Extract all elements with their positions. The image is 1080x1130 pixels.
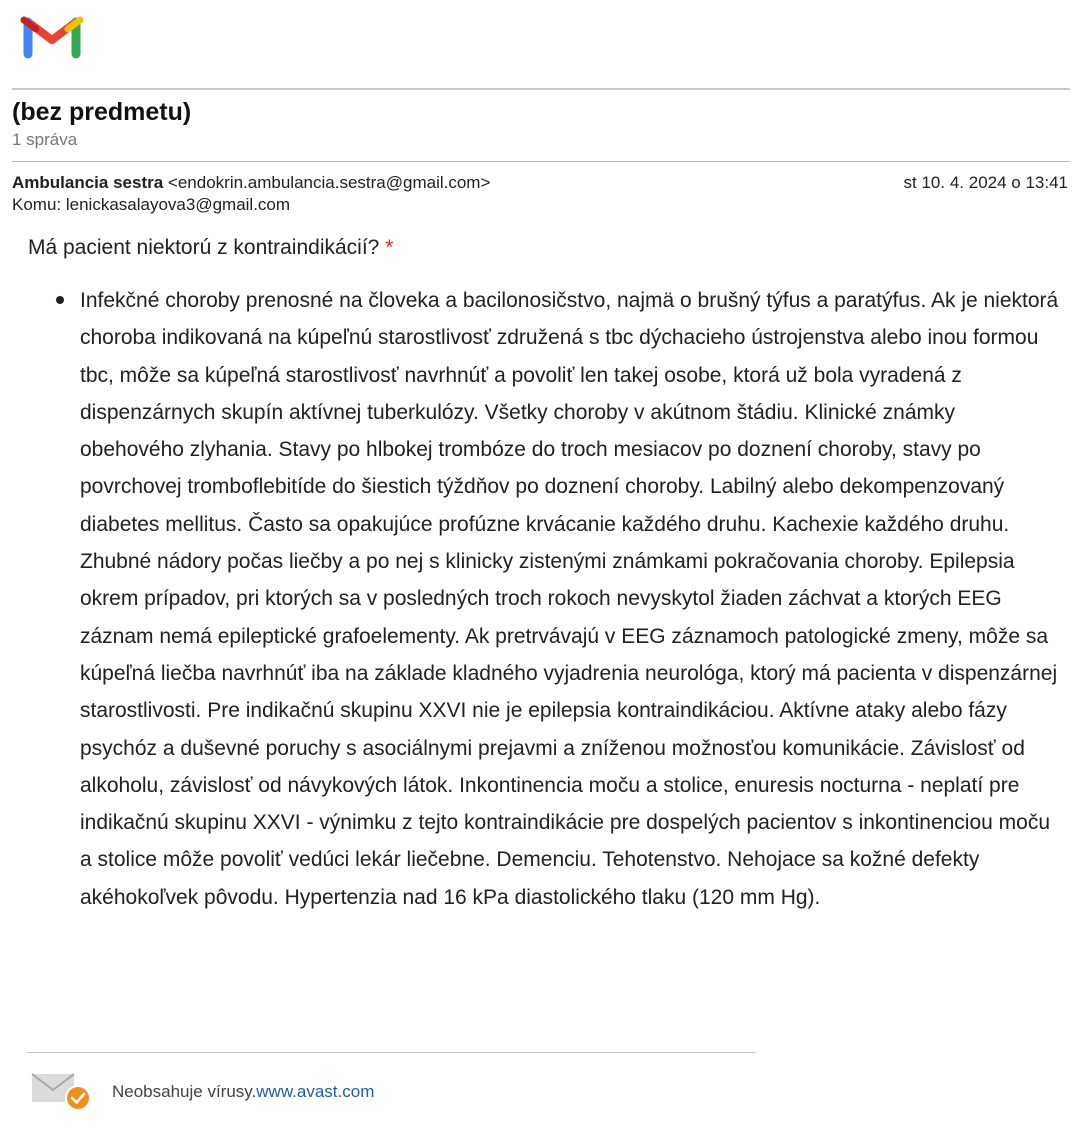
email-subject: (bez predmetu) [12,98,192,126]
message-count: 1 správa [12,130,78,149]
answer-list [80,282,1062,916]
gmail-logo-icon[interactable] [12,2,92,66]
question-text: Má pacient niektorú z kontraindikácií? [28,236,380,259]
form-question [28,236,393,260]
sender-info [12,173,490,193]
bullet-icon [56,296,64,304]
email-date: st 10. 4. 2024 o 13:41 [903,173,1068,192]
thread-divider [12,161,1070,162]
sender-email: <endokrin.ambulancia.sestra@gmail.com> [167,173,491,192]
header-divider [12,88,1070,90]
sender-name: Ambulancia sestra [12,173,164,192]
required-marker: * [385,236,394,259]
avast-mail-check-icon [30,1070,92,1114]
virus-free-notice [112,1082,374,1102]
avast-link[interactable]: www.avast.com [256,1082,375,1101]
recipient-line: Komu: lenickasalayova3@gmail.com [12,195,291,214]
virus-free-text: Neobsahuje vírusy. [112,1082,257,1101]
answer-text: Infekčné choroby prenosné na človeka a bacilonosičstvo, najmä o brušný týfus a paratýfus. Ak je niektorá choroba indikovaná na kúpeľnú starostlivosť združená s tbc dýchacieho ústrojenstva alebo inou formou tbc, môže sa kúpeľná starostlivosť navrhnúť a povoliť len takej osobe, ktorá už bola vyradená z dispenzárnych skupín aktívnej tuberkulózy. Všetky choroby v akútnom štádiu. Klinické známky obehového zlyhania. Stavy po hlbokej trombóze do troch mesiacov po doznení choroby, stavy po povrchovej tromboflebitíde do šiestich týždňov po doznení choroby. Labilný alebo dekompenzovaný diabetes mellitus. Často sa opakujúce profúzne krvácanie každého druhu. Kachexie každého druhu. Zhubné nádory počas liečby a po nej s klinicky zistenými známkami pokračovania choroby. Epilepsia okrem prípadov, pri ktorých sa v posledných troch rokoch nevyskytol žiaden záchvat a ktorých EEG záznam nemá epileptické grafoelementy. Ak pretrvávajú v EEG záznamoch patologické zmeny, môže sa kúpeľná liečba navrhnúť iba na základe kladného vyjadrenia neurológa, ktorý má pacienta v dispenzárnej starostlivosti. Pre indikačnú skupinu XXVI nie je epilepsia kontraindikáciou. Aktívne ataky alebo fázy psychóz a duševné poruchy s asociálnymi prejavmi a zníženou možnosťou komunikácie. Závislosť od alkoholu, závislosť od návykových látok. Inkontinencia moču a stolice, enuresis nocturna - neplatí pre indikačnú skupinu XXVI - výnimku z tejto kontraindikácie pre dospelých pacientov s inkontinenciou moču a stolice môže povoliť vedúci lekár liečebne. Demenciu. Tehotenstvo. Nehojace sa kožné defekty akéhokoľvek pôvodu. Hypertenzia nad 16 kPa diastolického tlaku (120 mm Hg). [80,289,1059,909]
signature-divider [27,1052,756,1053]
answer-item [80,282,1062,916]
